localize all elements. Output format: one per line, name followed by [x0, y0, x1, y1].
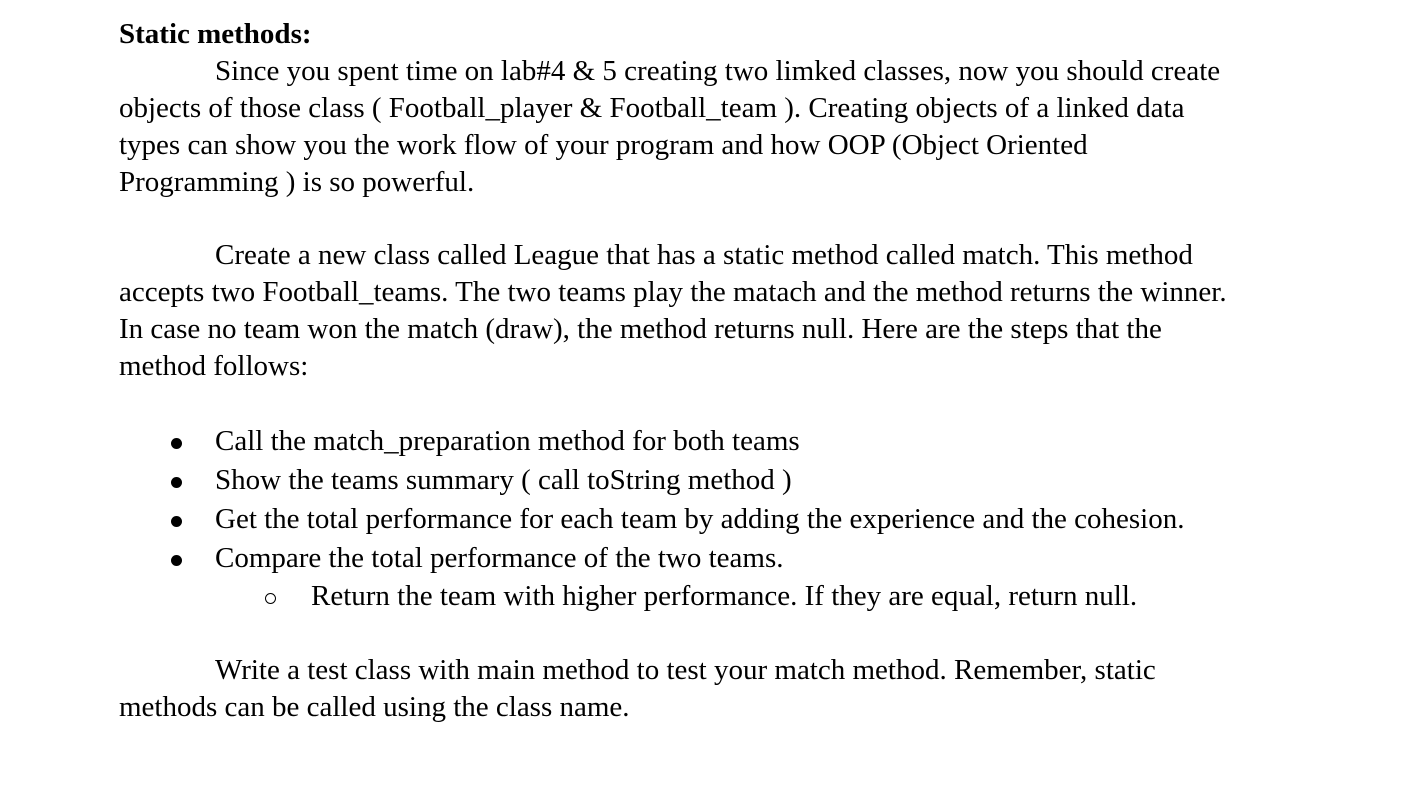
intro-line-3: types can show you the work flow of your program and how OOP (Object Oriented [119, 129, 1088, 161]
document-page [119, 16, 1359, 726]
task-line-3: In case no team won the match (draw), the method returns null. Here are the steps that the [119, 313, 1162, 345]
list-item [119, 578, 1359, 615]
list-item [119, 461, 1359, 500]
intro-paragraph [119, 53, 1359, 201]
step-text: Compare the total performance of the two teams. [215, 542, 784, 574]
test-line-2: methods can be called using the class name. [119, 691, 630, 723]
test-paragraph [119, 652, 1359, 726]
step-text: Call the match_preparation method for both teams [215, 425, 800, 457]
bullet-icon [171, 438, 182, 449]
step-text: Show the teams summary ( call toString method ) [215, 464, 792, 496]
bullet-icon [171, 477, 182, 488]
section-heading: Static methods: [119, 18, 312, 50]
spacer [119, 385, 1359, 422]
intro-line-2: objects of those class ( Football_player & Football_team ). Creating objects of a linked data [119, 92, 1185, 124]
list-item [119, 422, 1359, 461]
task-line-4: method follows: [119, 350, 309, 382]
hollow-bullet-icon [265, 593, 276, 604]
intro-line-1: Since you spent time on lab#4 & 5 creating two limked classes, now you should create [215, 55, 1221, 87]
spacer [119, 615, 1359, 652]
task-paragraph [119, 237, 1359, 385]
step-text: Get the total performance for each team by adding the experience and the cohesion. [215, 503, 1185, 535]
list-item [119, 500, 1359, 539]
test-line-1: Write a test class with main method to test your match method. Remember, static [215, 654, 1156, 686]
list-item [119, 539, 1359, 578]
task-line-1: Create a new class called League that has a static method called match. This method [215, 239, 1193, 271]
task-line-2: accepts two Football_teams. The two teams play the matach and the method returns the winner. [119, 276, 1227, 308]
spacer [119, 201, 1359, 237]
steps-list [119, 422, 1359, 578]
bullet-icon [171, 516, 182, 527]
substeps-list [119, 578, 1359, 615]
substep-text: Return the team with higher performance. If they are equal, return null. [311, 580, 1138, 612]
bullet-icon [171, 555, 182, 566]
intro-line-4: Programming ) is so powerful. [119, 166, 475, 198]
